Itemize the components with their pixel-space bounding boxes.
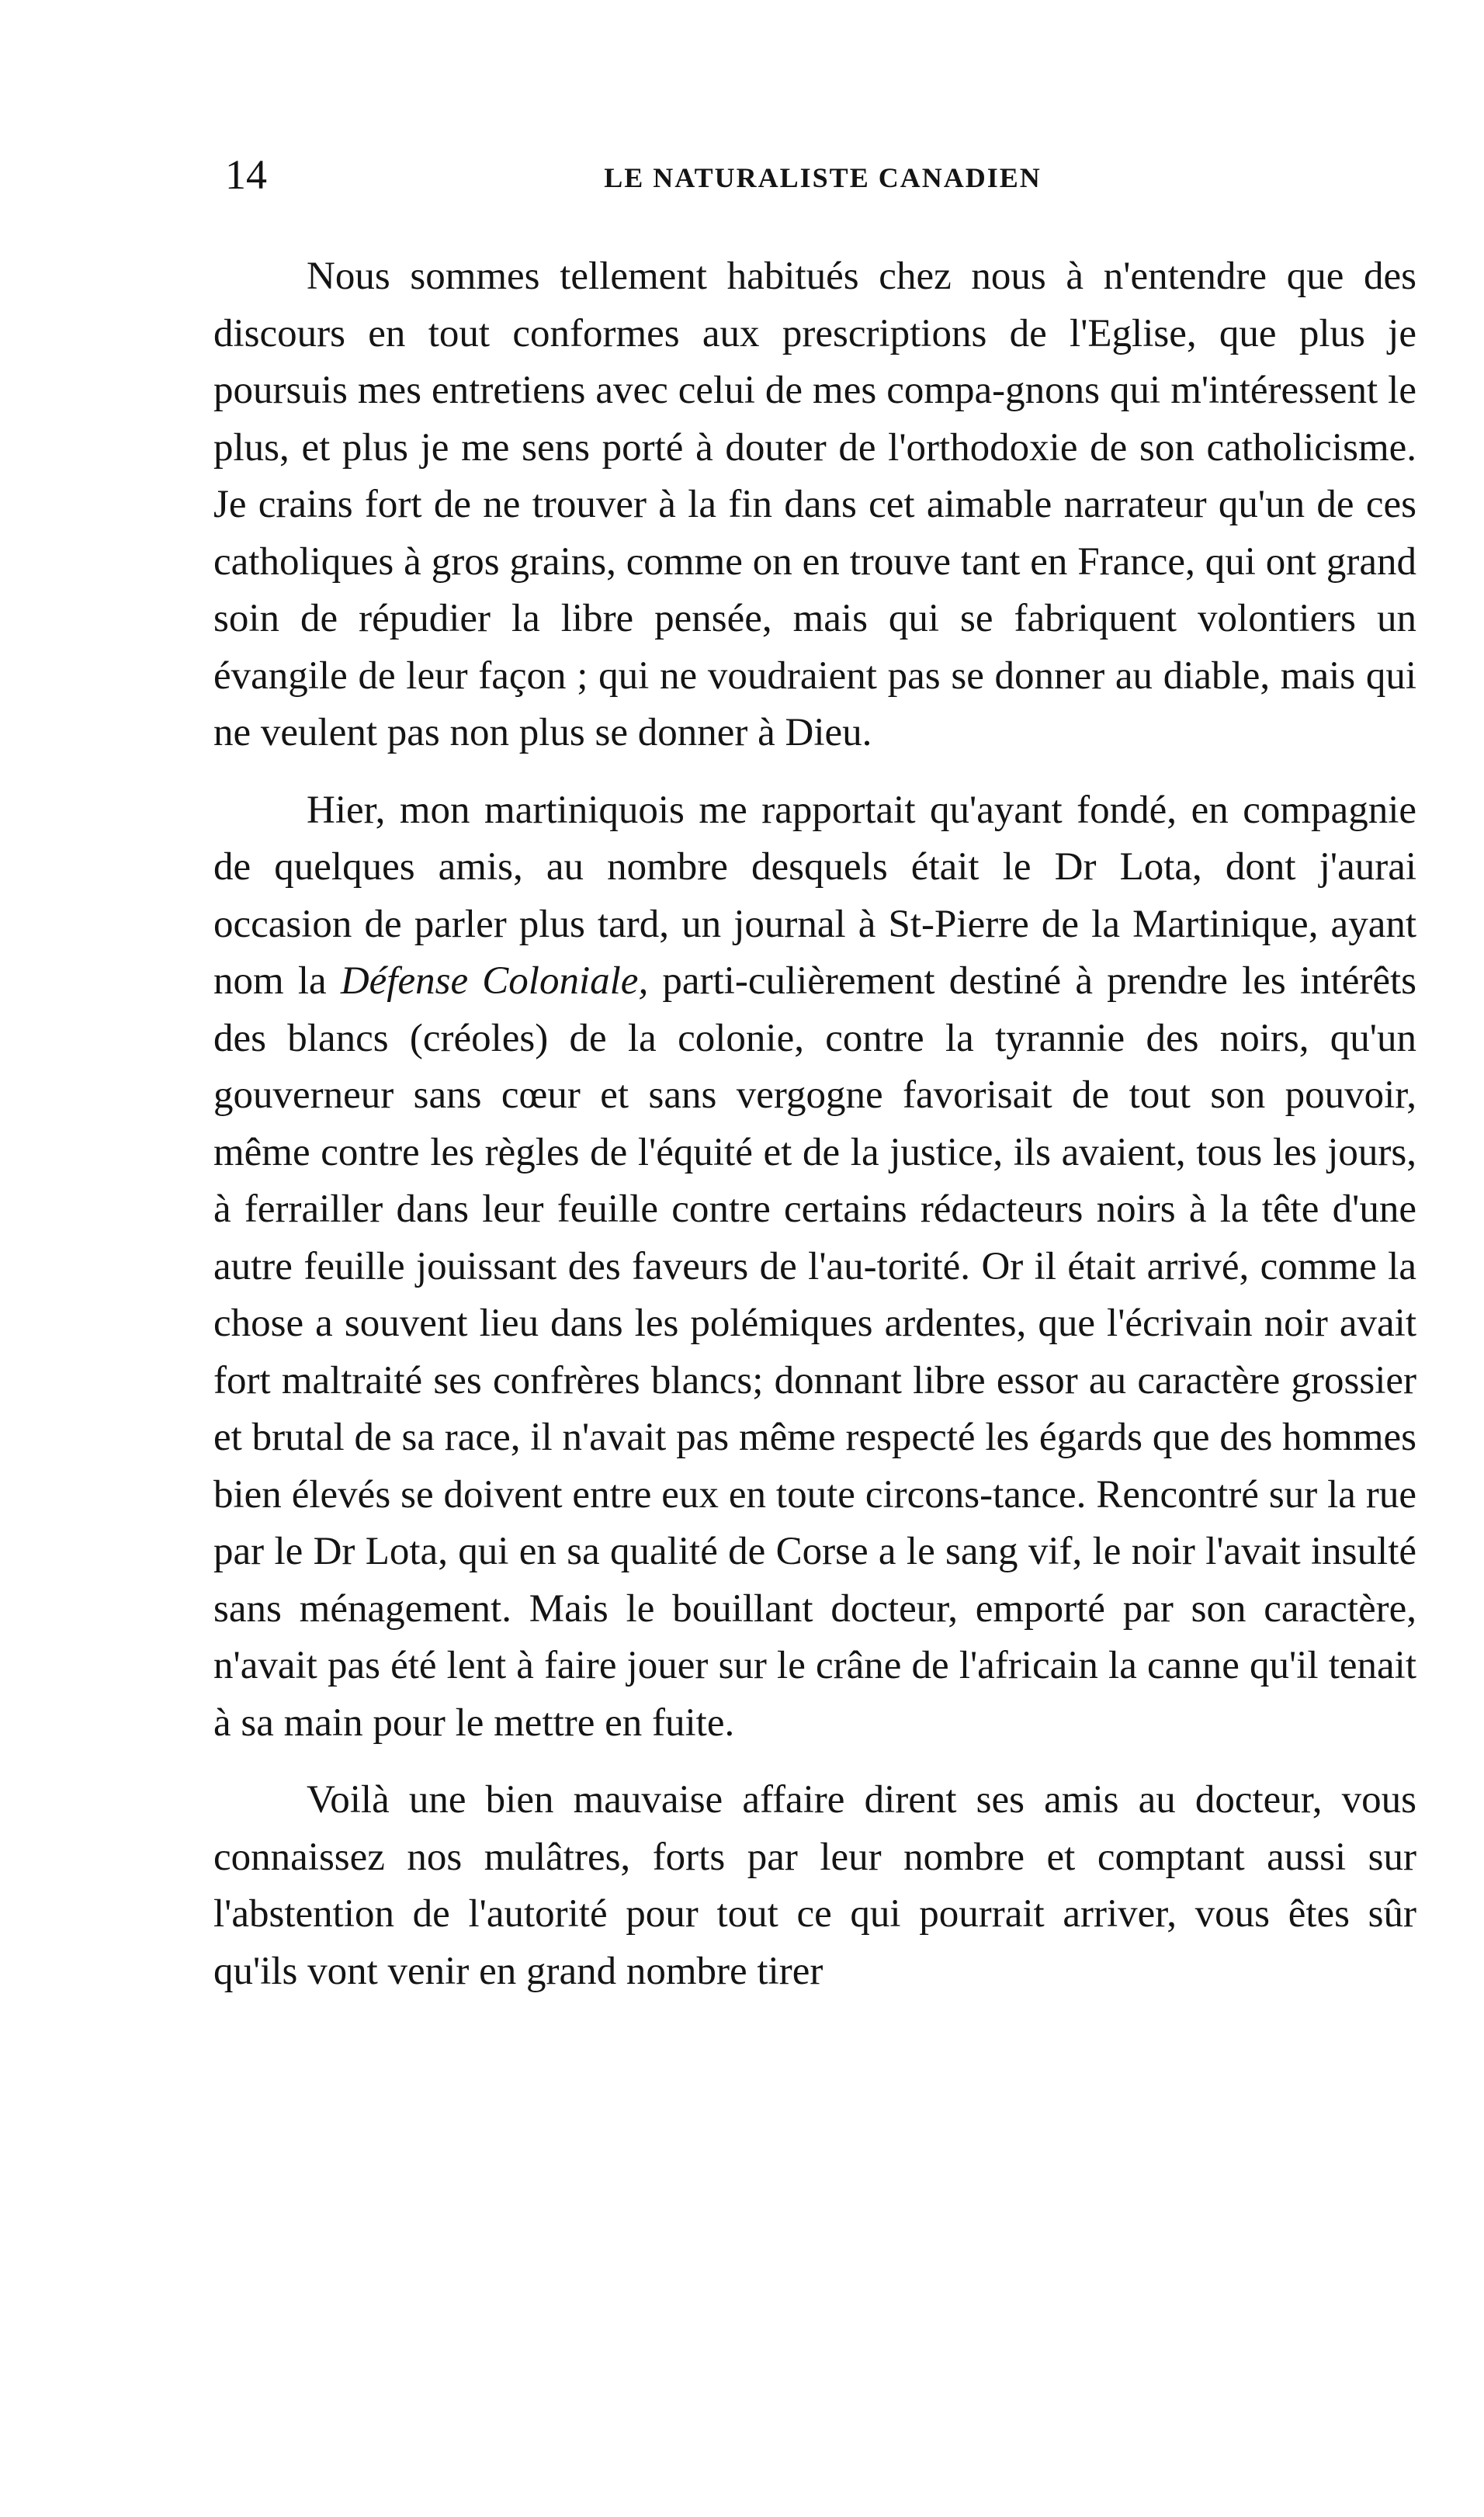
paragraph-3: Voilà une bien mauvaise affaire dirent ses amis au docteur, vous connaissez nos mulâtres, forts par leur nombre et comptant aussi sur l'abstention de l'autorité pour tout ce qui pourrait arriver, vous êtes sûr qu'ils vont venir en grand nombre tirer xyxy=(213,1778,1416,1993)
body-text xyxy=(213,248,1416,2000)
page-number: 14 xyxy=(225,151,267,198)
paragraph-1: Nous sommes tellement habitués chez nous à n'entendre que des discours en tout conformes aux prescriptions de l'Eglise, que plus je poursuis mes entretiens avec celui de mes compa-gnons qui m'intéressent le plus, et plus je me sens porté à douter de l'orthodoxie de son catholicisme. Je crains fort de ne trouver à la fin dans cet aimable narrateur qu'un de ces catholiques à gros grains, comme on en trouve tant en France, qui ont grand soin de répudier la libre pensée, mais qui se fabriquent volontiers un évangile de leur façon ; qui ne voudraient pas se donner au diable, mais qui ne veulent pas non plus se donner à Dieu. xyxy=(213,255,1416,754)
page-header xyxy=(225,151,1420,213)
paragraph-2-text-start: Hier, mon martiniquois me rapportait qu'ayant fondé, en compagnie de quelques amis, au nombre desquels était le Dr Lota, dont j'aurai occasion de parler plus tard, un journal à St-Pierre de la Martinique, ayant nom la xyxy=(213,788,1416,1003)
paragraph-2 xyxy=(213,782,1416,1753)
newspaper-title: Défense Coloniale, xyxy=(340,959,649,1003)
running-title: LE NATURALISTE CANADIEN xyxy=(604,162,1042,193)
paragraph-2-text-end: parti-culièrement destiné à prendre les intérêts des blancs (créoles) de la colonie, contre la tyrannie des noirs, qu'un gouverneur sans cœur et sans vergogne favorisait de tout son pouvoir, même contre les règles de l'équité et de la justice, ils avaient, tous les jours, à ferrailler dans leur feuille contre certains rédacteurs noirs à la tête d'une autre feuille jouissant des faveurs de l'au-torité. Or il était arrivé, comme la chose a souvent lieu dans les polémiques ardentes, que l'écrivain noir avait fort maltraité ses confrères blancs; donnant libre essor au caractère grossier et brutal de sa race, il n'avait pas même respecté les égards que des hommes bien élevés se doivent entre eux en toute circons-tance. Rencontré sur la rue par le Dr Lota, qui en sa qualité de Corse a le sang vif, le noir l'avait insulté sans ménagement. Mais le bouillant docteur, emporté par son caractère, n'avait pas été lent à faire jouer sur le crâne de l'africain la canne qu'il tenait à sa main pour le mettre en fuite. xyxy=(213,959,1417,1745)
